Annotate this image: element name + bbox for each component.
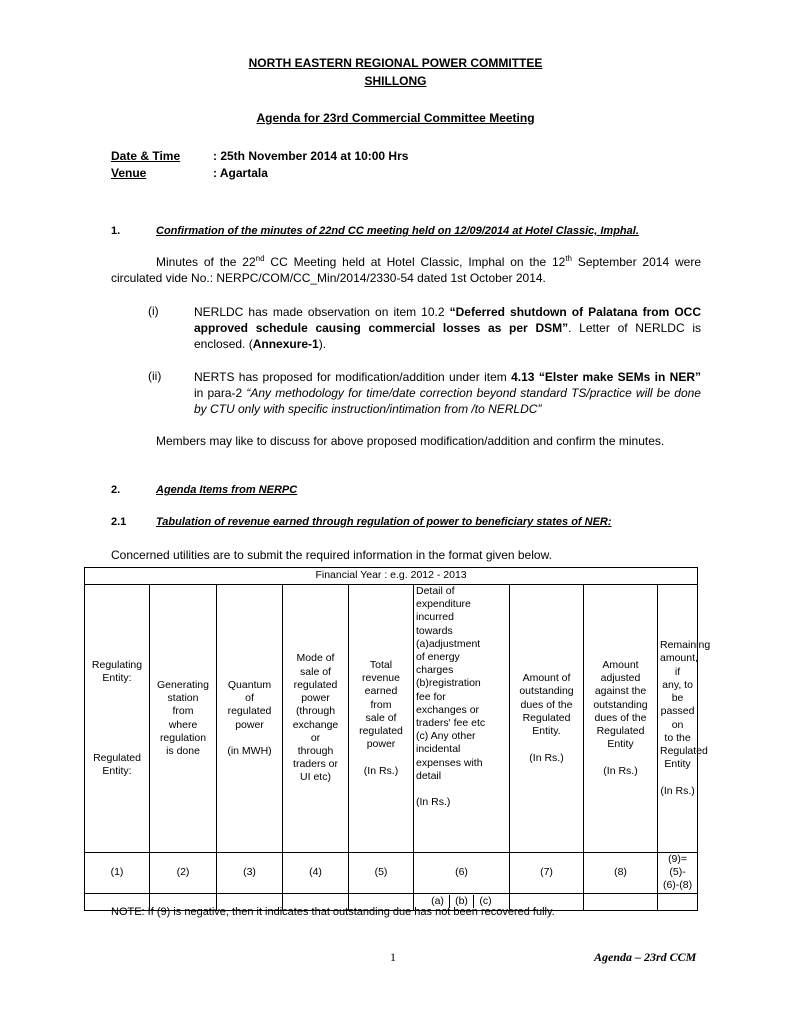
venue-label: Venue (111, 166, 147, 180)
section1-paragraph (111, 254, 701, 286)
subcol-c: (c) (473, 895, 497, 908)
data-cell-8 (584, 893, 658, 910)
column-number-7: (7) (510, 853, 584, 894)
column-number-2: (2) (150, 853, 217, 894)
header-cell-8: Amount adjusted against the outstanding dues of the Regulated Entity (In Rs.) (584, 585, 658, 853)
item2-number: (ii) (148, 369, 162, 383)
org-title: NORTH EASTERN REGIONAL POWER COMMITTEE (248, 56, 543, 70)
column-number-6: (6) (414, 853, 510, 894)
header-cell-2: Generating station from where regulation is done (150, 585, 217, 853)
city-title: SHILLONG (364, 74, 427, 88)
date-value: : 25th November 2014 at 10:00 Hrs (213, 149, 409, 163)
column-number-5: (5) (349, 853, 414, 894)
header-cell-7: Amount of outstanding dues of the Regulated Entity. (In Rs.) (510, 585, 584, 853)
column-number-8: (8) (584, 853, 658, 894)
item2-text (194, 369, 701, 417)
financial-year-row (85, 568, 698, 585)
item1-text-a: NERLDC has made observation on item 10.2 (194, 305, 450, 319)
header-cell-5: Total revenue earned from sale of regulated power (In Rs.) (349, 585, 414, 853)
table-intro: Concerned utilities are to submit the required information in the format given below. (111, 548, 552, 562)
header-cell-9: Remaining amount, if any, to be passed on to the Regulated Entity (In Rs.) (658, 585, 698, 853)
table-note: NOTE: If (9) is negative, then it indicates that outstanding due has not been recovered fully. (111, 906, 555, 918)
agenda-title: Agenda for 23rd Commercial Committee Meeting (256, 111, 535, 125)
para-text-2: CC Meeting held at Hotel Classic, Imphal on the 12 (264, 255, 566, 269)
item2-text-b: in para-2 (194, 386, 247, 400)
revenue-table (84, 567, 711, 911)
financial-year-cell: Financial Year : e.g. 2012 - 2013 (85, 568, 698, 585)
section2-title: Agenda Items from NERPC (156, 484, 298, 496)
footer-doc-reference: Agenda – 23rd CCM (594, 950, 697, 964)
header-cell-6: Detail of expenditure incurred towards (a)adjustment of energy charges (b)registration fee for exchanges or traders' fee etc (c) Any other incidental expenses with detail (In Rs.) (414, 585, 510, 853)
members-note: Members may like to discuss for above proposed modification/addition and confirm the minutes. (156, 434, 665, 448)
column-number-4: (4) (283, 853, 349, 894)
item1-number: (i) (148, 304, 159, 318)
header-row (85, 585, 698, 853)
data-cell-9 (658, 893, 698, 910)
item1-text-b: . Letter of NERLDC is enclosed. ( (194, 321, 702, 351)
section1-number: 1. (111, 225, 121, 237)
annexure-reference: Annexure-1 (252, 337, 319, 351)
column-number-9: (9)=(5)- (6)-(8) (658, 853, 698, 894)
venue-value: : Agartala (213, 166, 268, 180)
item1-text (194, 304, 701, 352)
date-label: Date & Time (111, 149, 181, 163)
item2-text-a: NERTS has proposed for modification/addition under item (194, 370, 512, 384)
para-sup-2: th (565, 254, 572, 263)
item1-quote: “Deferred shutdown of Palatana from OCC approved schedule causing commercial losses as per DSM” (194, 305, 701, 335)
page-number: 1 (390, 950, 396, 964)
header-cell-1: Regulating Entity: Regulated Entity: (85, 585, 150, 853)
subsection-title: Tabulation of revenue earned through regulation of power to beneficiary states of NER: (156, 516, 612, 528)
para-text-1: Minutes of the 22 (156, 255, 256, 269)
item1-text-c: ). (318, 337, 327, 351)
item2-quote: 4.13 “Elster make SEMs in NER” (511, 370, 701, 384)
header-cell-4: Mode of sale of regulated power (through exchange or through traders or UI etc) (283, 585, 349, 853)
subcol-a: (a) (431, 895, 444, 907)
para-sup-1: nd (255, 254, 265, 263)
para-text-3: September 2014 were circulated vide No.: NERPC/COM/CC_Min/2014/2330-54 dated 1st October 2014. (111, 255, 701, 285)
column-number-1: (1) (85, 853, 150, 894)
subcol-b: (b) (449, 895, 473, 908)
header-cell-3: Quantum of regulated power (in MWH) (217, 585, 283, 853)
section1-title: Confirmation of the minutes of 22nd CC meeting held on 12/09/2014 at Hotel Classic, Imphal. (156, 225, 639, 237)
column-number-row (85, 853, 698, 894)
subsection-number: 2.1 (111, 516, 127, 528)
column-number-3: (3) (217, 853, 283, 894)
section2-number: 2. (111, 484, 121, 496)
item2-italic: “Any methodology for time/date correction beyond standard TS/practice will be done by CTU only with specific instruction/intimation from /to NERLDC” (194, 386, 701, 416)
